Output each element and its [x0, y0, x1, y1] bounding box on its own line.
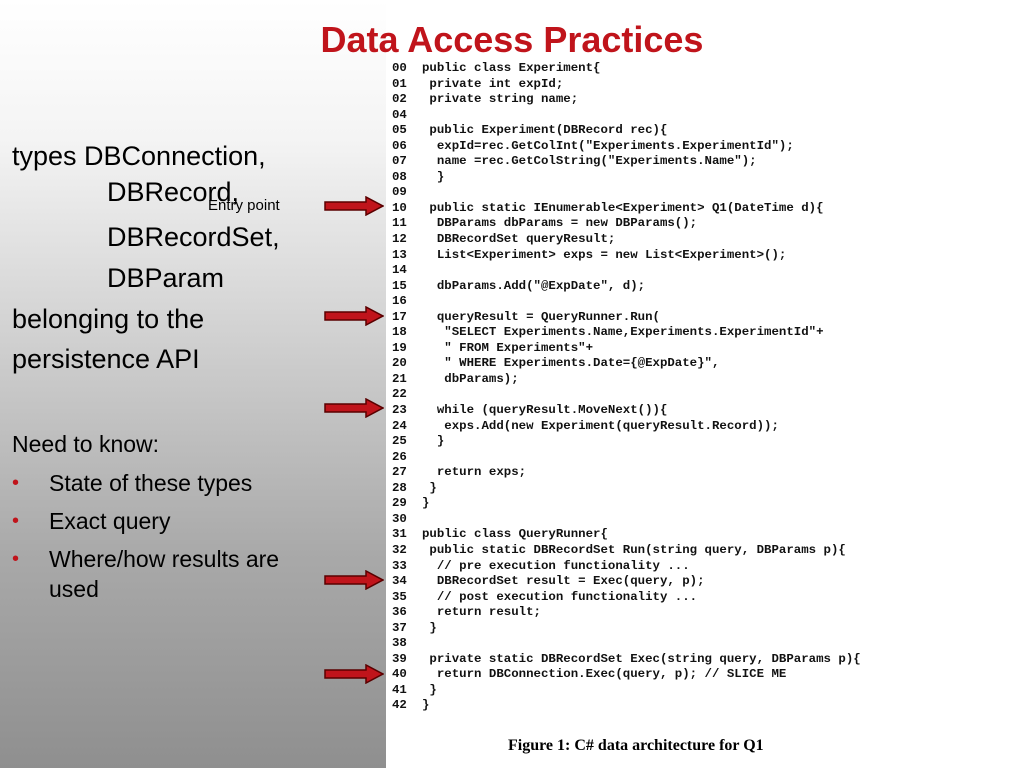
code-line-text: " FROM Experiments"+	[422, 340, 594, 355]
code-line	[392, 512, 861, 528]
code-line-number: 18	[392, 325, 407, 340]
right-arrow-icon	[324, 398, 384, 418]
code-line-number: 08	[392, 169, 407, 184]
code-line	[392, 325, 861, 341]
code-line-number: 21	[392, 371, 407, 386]
left-gradient-panel	[0, 0, 386, 768]
code-line-text: DBRecordSet queryResult;	[422, 232, 616, 247]
code-line-number: 29	[392, 496, 407, 511]
code-line-text: }	[422, 682, 437, 697]
figure-caption: Figure 1: C# data architecture for Q1	[508, 737, 764, 754]
code-line-text: public static DBRecordSet Run(string query, DBParams p){	[422, 542, 846, 557]
code-line	[392, 170, 861, 186]
code-line	[392, 590, 861, 606]
right-arrow-icon	[324, 306, 384, 326]
code-line-text: }	[422, 698, 430, 713]
code-line-text: public class QueryRunner{	[422, 527, 608, 542]
code-line	[392, 450, 861, 466]
code-line-text: private int expId;	[422, 76, 564, 91]
code-line	[392, 465, 861, 481]
code-line	[392, 77, 861, 93]
code-line	[392, 652, 861, 668]
code-line	[392, 341, 861, 357]
code-line-number: 07	[392, 154, 407, 169]
code-line-text: }	[422, 169, 445, 184]
code-line-number: 37	[392, 620, 407, 635]
code-line-text: }	[422, 496, 430, 511]
bullet-marker: •	[12, 548, 20, 570]
bullet-where-how-results: Where/how results are	[49, 546, 280, 572]
code-line-text: expId=rec.GetColInt("Experiments.ExperimentId");	[422, 138, 794, 153]
entry-point-label: Entry point	[208, 197, 280, 214]
code-line-text: queryResult = QueryRunner.Run(	[422, 309, 660, 324]
code-line-number: 27	[392, 465, 407, 480]
code-line-number: 14	[392, 263, 407, 278]
code-line	[392, 61, 861, 77]
code-line-number: 04	[392, 107, 407, 122]
code-line	[392, 123, 861, 139]
right-arrow-icon	[324, 570, 384, 590]
right-arrow-icon	[324, 196, 384, 216]
code-line	[392, 263, 861, 279]
belonging-line-1: belonging to the	[12, 304, 205, 334]
code-line-text: // post execution functionality ...	[422, 589, 698, 604]
code-line-text: while (queryResult.MoveNext()){	[422, 403, 668, 418]
code-line	[392, 139, 861, 155]
code-line-number: 13	[392, 247, 407, 262]
code-line-text: public Experiment(DBRecord rec){	[422, 123, 668, 138]
code-line	[392, 372, 861, 388]
code-line-number: 34	[392, 574, 407, 589]
code-line	[392, 92, 861, 108]
code-line-number: 38	[392, 636, 407, 651]
code-line-number: 19	[392, 340, 407, 355]
code-line	[392, 185, 861, 201]
code-line	[392, 667, 861, 683]
code-line-number: 16	[392, 294, 407, 309]
code-line-text: dbParams);	[422, 371, 519, 386]
type-dbrecord: DBRecord,	[107, 177, 240, 207]
bullet-where-how-results-continued: used	[49, 576, 99, 602]
code-line-number: 06	[392, 138, 407, 153]
code-line	[392, 403, 861, 419]
code-line	[392, 419, 861, 435]
code-line	[392, 621, 861, 637]
code-line-number: 09	[392, 185, 407, 200]
code-line-text: " WHERE Experiments.Date={@ExpDate}",	[422, 356, 720, 371]
code-line	[392, 294, 861, 310]
need-to-know-heading: Need to know:	[12, 431, 160, 457]
code-listing	[392, 61, 861, 714]
code-line-text: return DBConnection.Exec(query, p); // SLICE ME	[422, 667, 787, 682]
code-line-number: 31	[392, 527, 407, 542]
code-line-number: 10	[392, 200, 407, 215]
code-line-number: 33	[392, 558, 407, 573]
code-line-number: 12	[392, 232, 407, 247]
code-line-number: 24	[392, 418, 407, 433]
code-line-number: 23	[392, 403, 407, 418]
code-line	[392, 248, 861, 264]
bullet-marker: •	[12, 472, 20, 494]
code-line-text: List<Experiment> exps = new List<Experiment>();	[422, 247, 787, 262]
code-line-number: 15	[392, 278, 407, 293]
right-arrow-icon	[324, 664, 384, 684]
code-line-number: 26	[392, 449, 407, 464]
code-line-text: name =rec.GetColString("Experiments.Name");	[422, 154, 757, 169]
code-line-number: 00	[392, 61, 407, 75]
code-line-number: 41	[392, 682, 407, 697]
code-line-number: 36	[392, 605, 407, 620]
code-line-text: // pre execution functionality ...	[422, 558, 690, 573]
slide-title: Data Access Practices	[320, 19, 704, 60]
code-line	[392, 387, 861, 403]
bullet-marker: •	[12, 510, 20, 532]
code-line-number: 02	[392, 92, 407, 107]
code-line-text: public static IEnumerable<Experiment> Q1(DateTime d){	[422, 200, 824, 215]
code-line	[392, 279, 861, 295]
code-line-text: public class Experiment{	[422, 61, 601, 75]
code-line-number: 17	[392, 309, 407, 324]
code-line-text: "SELECT Experiments.Name,Experiments.ExperimentId"+	[422, 325, 824, 340]
code-line-text: DBRecordSet result = Exec(query, p);	[422, 574, 705, 589]
code-line	[392, 232, 861, 248]
code-line-text: }	[422, 480, 437, 495]
code-line-number: 01	[392, 76, 407, 91]
code-line-number: 39	[392, 651, 407, 666]
code-line-text: dbParams.Add("@ExpDate", d);	[422, 278, 646, 293]
code-line	[392, 481, 861, 497]
code-line	[392, 683, 861, 699]
code-line-text: private static DBRecordSet Exec(string query, DBParams p){	[422, 651, 861, 666]
belonging-line-2: persistence API	[12, 344, 200, 374]
code-line	[392, 154, 861, 170]
bullet-state-of-types: State of these types	[49, 470, 253, 496]
type-dbparam: DBParam	[107, 263, 225, 293]
code-line	[392, 574, 861, 590]
code-line-number: 05	[392, 123, 407, 138]
code-line	[392, 698, 861, 714]
code-line	[392, 201, 861, 217]
code-line-text: }	[422, 434, 445, 449]
code-line	[392, 559, 861, 575]
code-line-number: 22	[392, 387, 407, 402]
code-line	[392, 636, 861, 652]
code-line	[392, 216, 861, 232]
code-line-number: 28	[392, 480, 407, 495]
code-line-number: 30	[392, 511, 407, 526]
code-line-number: 40	[392, 667, 407, 682]
code-line-text: return exps;	[422, 465, 527, 480]
code-line	[392, 496, 861, 512]
type-dbrecordset: DBRecordSet,	[107, 222, 280, 252]
code-line-number: 20	[392, 356, 407, 371]
code-line-number: 32	[392, 542, 407, 557]
code-line	[392, 527, 861, 543]
code-line	[392, 310, 861, 326]
code-line-text: }	[422, 620, 437, 635]
code-line-text: DBParams dbParams = new DBParams();	[422, 216, 698, 231]
code-line	[392, 605, 861, 621]
bullet-exact-query: Exact query	[49, 508, 171, 534]
code-line-number: 25	[392, 434, 407, 449]
code-line	[392, 543, 861, 559]
code-line-number: 35	[392, 589, 407, 604]
code-line-number: 42	[392, 698, 407, 713]
types-intro-text: types DBConnection,	[12, 141, 266, 171]
code-line	[392, 356, 861, 372]
code-line	[392, 434, 861, 450]
code-line-text: exps.Add(new Experiment(queryResult.Record));	[422, 418, 779, 433]
code-line-text: private string name;	[422, 92, 579, 107]
code-line-text: return result;	[422, 605, 541, 620]
code-line	[392, 108, 861, 124]
code-line-number: 11	[392, 216, 407, 231]
